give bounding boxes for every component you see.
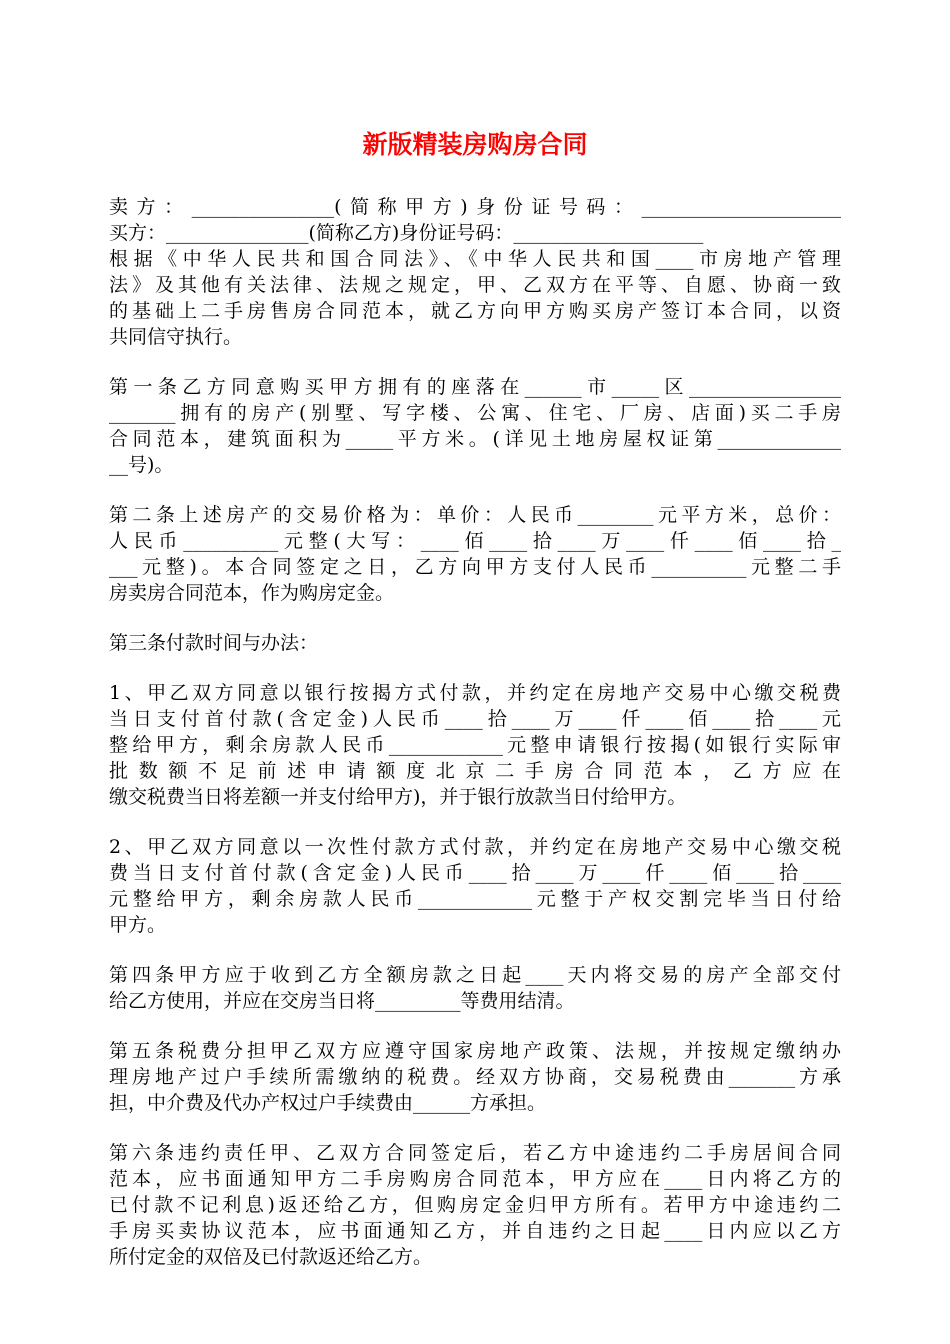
text-line: 甲方。 [109,914,167,936]
text-line: 第二条上述房产的交易价格为：单价：人民币________元平方米，总价： [109,504,841,526]
text-line: 卖方：_______________(简称甲方)身份证号码：_____________________ [109,196,841,218]
paragraph-gap [109,938,841,962]
paragraph [109,680,841,810]
text-line: 第六条违约责任甲、乙双方合同签定后，若乙方中途违约二手房居间合同 [109,1142,841,1164]
text-line: 费当日支付首付款(含定金)人民币____拾____万____仟____佰____拾____ [109,862,841,884]
paragraph [109,962,841,1014]
text-line: 担，中介费及代办产权过户手续费由______方承担。 [109,1092,547,1114]
paragraph [109,502,841,606]
text-line: 所付定金的双倍及已付款返还给乙方。 [109,1246,433,1268]
text-line: _______拥有的房产(别墅、写字楼、公寓、住宅、厂房、店面)买二手房 [109,402,841,424]
text-line: 批数额不足前述申请额度北京二手房合同范本，乙方应在 [109,760,841,782]
text-line: 第四条甲方应于收到乙方全额房款之日起____天内将交易的房产全部交付 [109,964,841,986]
text-line: 1、甲乙双方同意以银行按揭方式付款，并约定在房地产交易中心缴交税费 [109,682,841,704]
text-line: 给乙方使用，并应在交房当日将_________等费用结清。 [109,990,575,1012]
text-line: 法》及其他有关法律、法规之规定，甲、乙双方在平等、自愿、协商一致 [109,274,841,296]
paragraph-gap [109,606,841,630]
text-line: ___元整)。本合同签定之日，乙方向甲方支付人民币__________元整二手 [109,556,841,578]
text-line: 整给甲方，剩余房款人民币____________元整申请银行按揭(如银行实际审 [109,734,841,756]
paragraph-gap [109,478,841,502]
text-line: 理房地产过户手续所需缴纳的税费。经双方协商，交易税费由_______方承 [109,1066,841,1088]
text-line: 元整给甲方，剩余房款人民币____________元整于产权交割完毕当日付给 [109,888,841,910]
text-line: 合同范本，建筑面积为_____平方米。(详见土地房屋权证第_____________ [109,428,841,450]
paragraph-gap [109,1014,841,1038]
paragraph [109,246,841,350]
paragraph-gap [109,656,841,680]
text-line: 第一条乙方同意购买甲方拥有的座落在______市_____区________________ [109,376,841,398]
text-line: 房卖房合同范本，作为购房定金。 [109,582,395,604]
text-line: 人民币__________元整(大写：____佰____拾____万____仟____佰____拾_ [109,530,841,552]
text-line: 第三条付款时间与办法： [109,632,319,654]
paragraph [109,374,841,478]
paragraph [109,834,841,938]
text-line: 第五条税费分担甲乙双方应遵守国家房地产政策、法规，并按规定缴纳办 [109,1040,841,1062]
paragraph-gap [109,810,841,834]
text-line: 2、甲乙双方同意以一次性付款方式付款，并约定在房地产交易中心缴交税 [109,836,841,858]
document-title: 新版精装房购房合同 [362,130,588,159]
text-line: 共同信守执行。 [109,326,243,348]
text-line: 买方：_______________(简称乙方)身份证号码：____________________ [109,222,704,244]
paragraph [109,194,841,246]
text-line: 已付款不记利息)返还给乙方，但购房定金归甲方所有。若甲方中途违约二 [109,1194,841,1216]
text-line: 根据《中华人民共和国合同法》、《中华人民共和国____市房地产管理 [109,248,841,270]
paragraph [109,1140,841,1270]
text-line: 当日支付首付款(含定金)人民币____拾____万____仟____佰____拾____元 [109,708,841,730]
text-line: 手房买卖协议范本，应书面通知乙方，并自违约之日起____日内应以乙方 [109,1220,841,1242]
text-line: 的基础上二手房售房合同范本，就乙方向甲方购买房产签订本合同，以资 [109,300,841,322]
paragraph [109,630,841,656]
text-line: 缴交税费当日将差额一并支付给甲方)，并于银行放款当日付给甲方。 [109,786,687,808]
text-line: __号)。 [109,454,174,476]
paragraph-gap [109,350,841,374]
paragraph [109,1038,841,1116]
text-line: 范本，应书面通知甲方二手房购房合同范本，甲方应在____日内将乙方的 [109,1168,841,1190]
contract-body [109,194,841,1270]
paragraph-gap [109,1116,841,1140]
